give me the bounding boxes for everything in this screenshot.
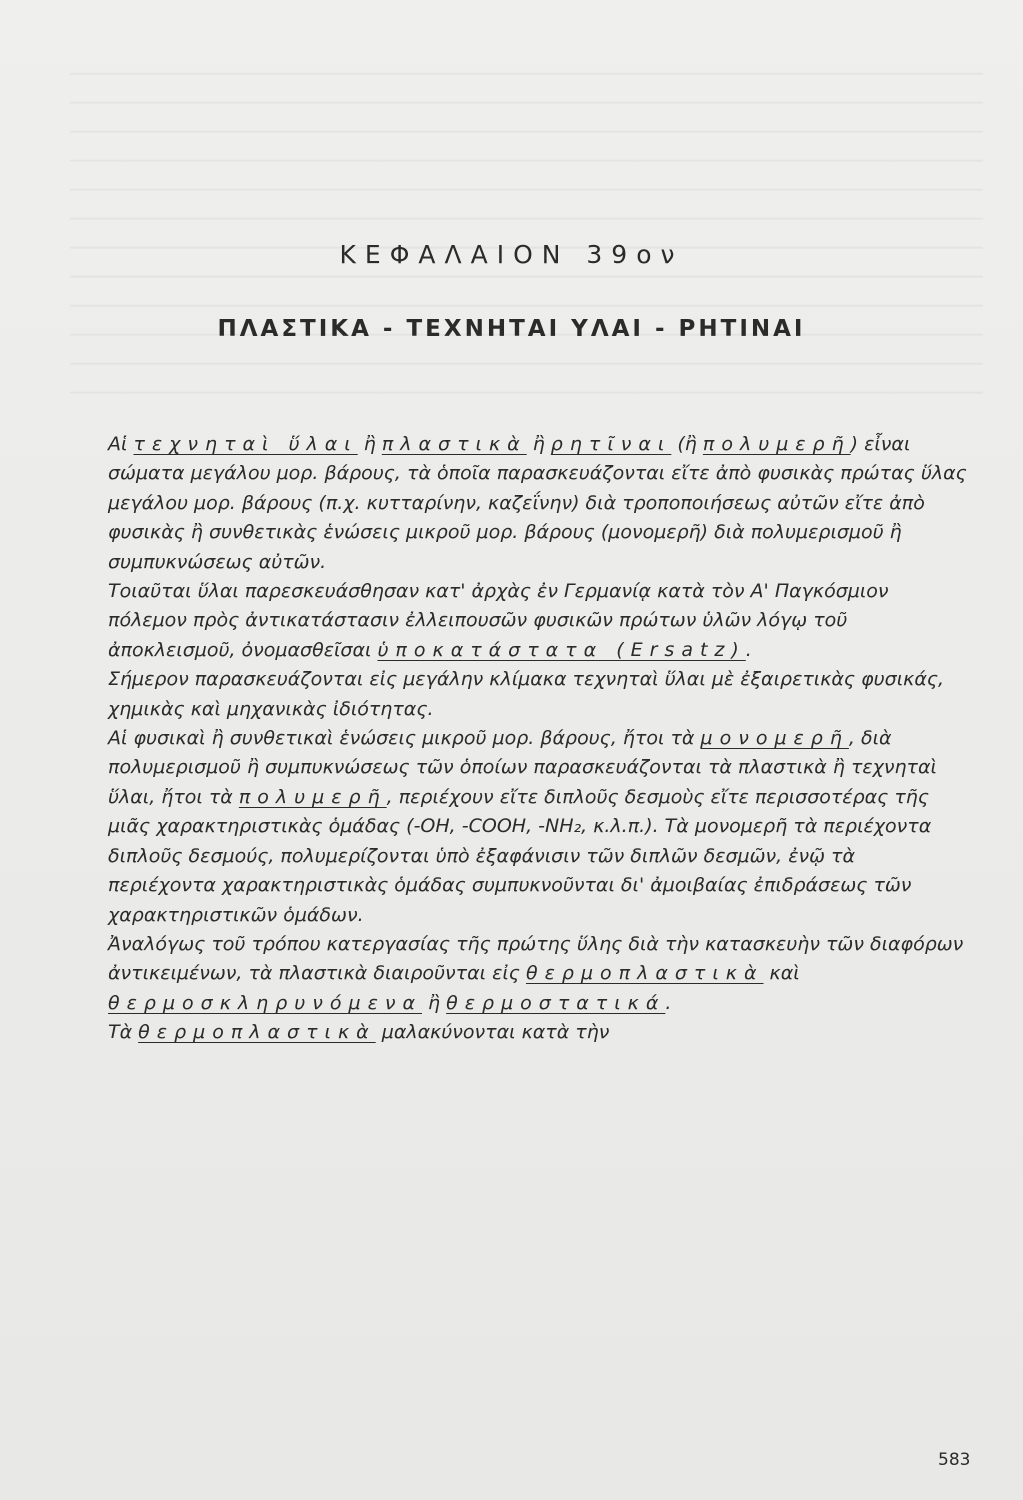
text-run: , περιέχουν εἴτε διπλοῦς δεσμοὺς εἴτε περισσοτέρας τῆς μιᾶς χαρακτηριστικὰς ὁμάδας (-OH, -COOH, -NH₂, κ.λ.π.). Τὰ μονομερῆ τὰ περιέχοντα διπλοῦς δεσμούς, πολυμερίζονται ὑπὸ ἐξαφάνισιν τῶν διπλῶν δεσμῶν, ἐνῷ τὰ περιέχοντα χαρακτηριστικὰς ὁμάδας συμπυκνοῦνται δι' ἀμοιβαίας ἐπιδράσεως τῶν χαρακτηριστικῶν ὁμάδων. <box>108 785 932 926</box>
emphasis-term: ὑποκατάστατα (Ersatz) <box>377 638 746 661</box>
emphasis-term: ρητῖναι <box>550 433 672 455</box>
text-run: ἢ <box>526 433 551 455</box>
paragraph-5 <box>108 930 968 1018</box>
paragraph-1 <box>108 430 968 577</box>
text-run: Τοιαῦται ὕλαι παρεσκευάσθησαν κατ' ἀρχὰς ἐν Γερμανίᾳ κατὰ τὸν Α' Παγκόσμιον πόλεμον πρὸς ἀντικατάστασιν ἐλλειπουσῶν φυσικῶν πρώτων ὑλῶν λόγῳ τοῦ ἀποκλεισμοῦ, ὀνομασθεῖσαι <box>108 580 889 661</box>
page-number: 583 <box>938 1450 971 1470</box>
text-run: ) εἶναι σώματα μεγάλου μορ. βάρους, τὰ ὁποῖα παρασκευάζονται εἴτε ἀπὸ φυσικὰς πρώτας ὕλας μεγάλου μορ. βάρους (π.χ. κυτταρίνην, καζεΐνην) διὰ τροποποιήσεως αὐτῶν εἴτε ἀπὸ φυσικὰς ἢ συνθετικὰς ἑνώσεις μικροῦ μορ. βάρους (μονομερῆ) διὰ πολυμερισμοῦ ἢ συμπυκνώσεως αὐτῶν. <box>108 433 967 573</box>
text-run: ἢ <box>357 433 382 455</box>
text-run: Τὰ <box>108 1021 139 1044</box>
emphasis-term: πλαστικὰ <box>381 433 527 455</box>
text-run: Αἱ φυσικαὶ ἢ συνθετικαὶ ἑνώσεις μικροῦ μορ. βάρους, ἤτοι τὰ <box>108 727 701 750</box>
body-text <box>108 430 968 1048</box>
emphasis-term: πολυμερῆ <box>238 785 387 808</box>
emphasis-term: θερμοσκληρυνόμενα <box>108 991 422 1014</box>
paragraph-3: Σήμερον παρασκευάζονται εἰς μεγάλην κλίμακα τεχνηταὶ ὕλαι μὲ ἐξαιρετικὰς φυσικάς, χημικὰς καὶ μηχανικὰς ἰδιότητας. <box>108 668 945 720</box>
text-run: (ἢ <box>671 433 703 455</box>
paragraph-2 <box>108 577 968 665</box>
text-run: , διὰ πολυμερισμοῦ ἢ συμπυκνώσεως τῶν ὁποίων παρασκευάζονται τὰ πλαστικὰ ἢ τεχνηταὶ ὕλαι, ἤτοι τὰ <box>108 727 937 808</box>
emphasis-term: θερμοστατικά <box>446 991 666 1014</box>
chapter-subtitle: ΠΛΑΣΤΙΚΑ - ΤΕΧΝΗΤΑΙ ΥΛΑΙ - ΡΗΤΙΝΑΙ <box>217 316 806 342</box>
emphasis-term: πολυμερῆ <box>702 433 851 455</box>
text-run: . <box>745 638 752 661</box>
chapter-title: ΚΕΦΑΛΑΙΟΝ 39ον <box>339 240 684 269</box>
emphasis-term: μονομερῆ <box>700 727 849 750</box>
text-run: ἢ <box>421 991 447 1014</box>
emphasis-term: τεχνηταὶ ὕλαι <box>133 433 358 455</box>
emphasis-term: θερμοπλαστικὰ <box>525 962 764 985</box>
text-run: Αἱ <box>108 433 134 455</box>
text-run: Ἀναλόγως τοῦ τρόπου κατεργασίας τῆς πρώτης ὕλης διὰ τὴν κατασκευὴν τῶν διαφόρων ἀντικειμένων, τὰ πλαστικὰ διαιροῦνται εἰς <box>108 932 964 985</box>
text-run: μαλακύνονται κατὰ τὴν <box>375 1021 610 1044</box>
text-run: καὶ <box>763 962 800 985</box>
paragraph-6 <box>108 1018 968 1047</box>
emphasis-term: θερμοπλαστικὰ <box>138 1021 376 1044</box>
paragraph-4 <box>108 724 968 930</box>
text-run: . <box>665 991 672 1014</box>
